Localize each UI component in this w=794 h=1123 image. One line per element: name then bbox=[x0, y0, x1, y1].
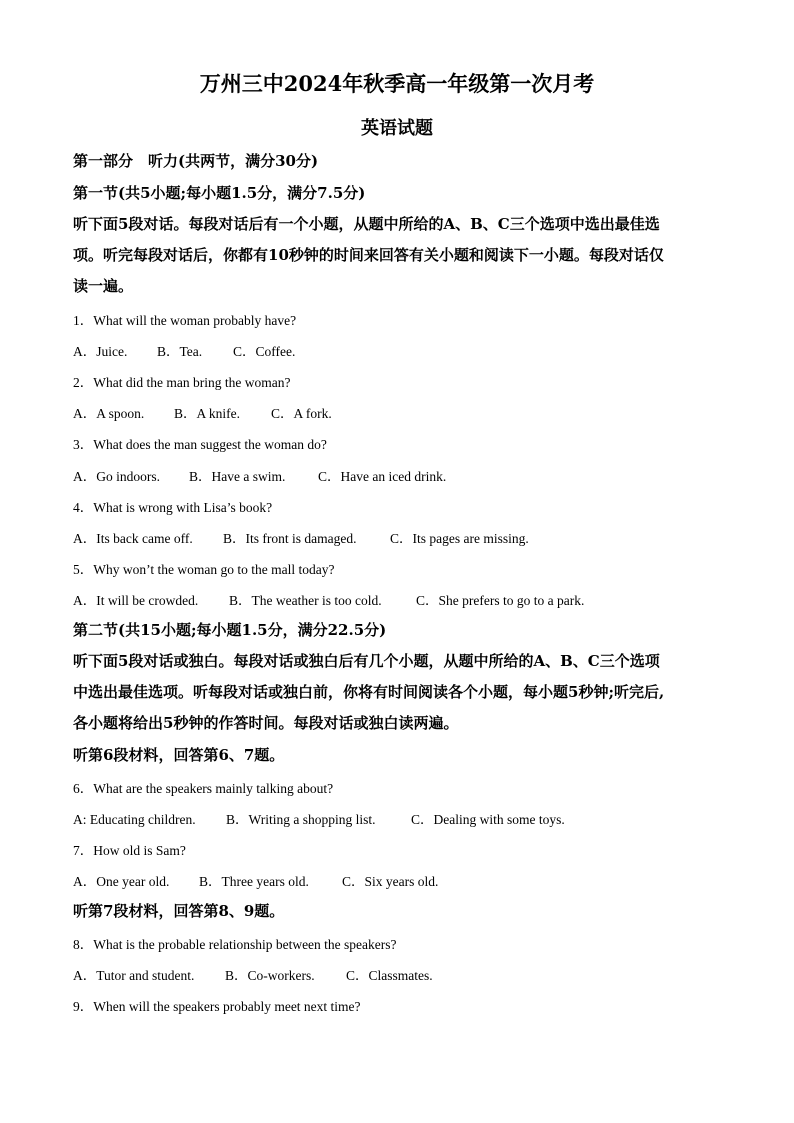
option-a: A．A spoon. bbox=[73, 406, 145, 421]
part-one-heading: 第一部分 听力(共两节，满分30分) bbox=[73, 152, 319, 170]
option-b: B．A knife. bbox=[174, 406, 240, 421]
material-7-heading: 听第7段材料，回答第8、9题。 bbox=[73, 902, 285, 920]
question-5-options bbox=[73, 589, 584, 609]
question-3: 3．What does the man suggest the woman do? bbox=[73, 437, 327, 452]
option-c: C．Its pages are missing. bbox=[390, 531, 529, 546]
option-b: B．Writing a shopping list. bbox=[226, 812, 376, 827]
question-4-options bbox=[73, 527, 529, 547]
section-two-instructions-line3: 各小题将给出5秒钟的作答时间。每段对话或独白读两遍。 bbox=[73, 714, 459, 732]
question-9: 9．When will the speakers probably meet next time? bbox=[73, 999, 361, 1014]
exam-subtitle: 英语试题 bbox=[361, 118, 433, 139]
question-8: 8．What is the probable relationship between the speakers? bbox=[73, 937, 397, 952]
material-6-heading: 听第6段材料，回答第6、7题。 bbox=[73, 746, 285, 764]
question-6-options bbox=[73, 808, 565, 828]
section-one-heading: 第一节(共5小题;每小题1.5分，满分7.5分) bbox=[73, 184, 366, 202]
question-1-options bbox=[73, 340, 295, 360]
option-b: B．Tea. bbox=[157, 344, 203, 359]
section-one-instructions-line3: 读一遍。 bbox=[73, 277, 134, 295]
option-c: C．A fork. bbox=[271, 406, 332, 421]
option-c: C．Classmates. bbox=[346, 968, 433, 983]
section-two-heading: 第二节(共15小题;每小题1.5分，满分22.5分) bbox=[73, 621, 387, 639]
option-c: C．Six years old. bbox=[342, 874, 439, 889]
question-6: 6．What are the speakers mainly talking about? bbox=[73, 781, 334, 796]
option-c: C．She prefers to go to a park. bbox=[416, 593, 585, 608]
option-a: A．Tutor and student. bbox=[73, 968, 195, 983]
option-c: C．Have an iced drink. bbox=[318, 469, 447, 484]
section-two-instructions-line1: 听下面5段对话或独白。每段对话或独白后有几个小题，从题中所给的A、B、C三个选项 bbox=[73, 652, 660, 670]
option-a: A．Juice. bbox=[73, 344, 128, 359]
option-a: A．One year old. bbox=[73, 874, 170, 889]
question-5: 5．Why won’t the woman go to the mall today? bbox=[73, 562, 335, 577]
question-8-options bbox=[73, 964, 433, 984]
option-a: A: Educating children. bbox=[73, 812, 196, 827]
option-a: A．Its back came off. bbox=[73, 531, 193, 546]
section-one-instructions-line1: 听下面5段对话。每段对话后有一个小题，从题中所给的A、B、C三个选项中选出最佳选 bbox=[73, 215, 660, 233]
option-b: B．Three years old. bbox=[199, 874, 309, 889]
option-b: B．Have a swim. bbox=[189, 469, 286, 484]
option-a: A．It will be crowded. bbox=[73, 593, 199, 608]
question-7: 7．How old is Sam? bbox=[73, 843, 186, 858]
option-b: B．The weather is too cold. bbox=[229, 593, 382, 608]
option-c: C．Coffee. bbox=[233, 344, 296, 359]
exam-title: 万州三中2024年秋季高一年级第一次月考 bbox=[199, 71, 595, 96]
section-two-instructions-line2: 中选出最佳选项。听每段对话或独白前，你将有时间阅读各个小题，每小题5秒钟;听完后, bbox=[73, 683, 665, 701]
option-b: B．Its front is damaged. bbox=[223, 531, 357, 546]
question-4: 4．What is wrong with Lisa’s book? bbox=[73, 500, 273, 515]
question-1: 1．What will the woman probably have? bbox=[73, 313, 297, 328]
question-3-options bbox=[73, 465, 446, 485]
question-2-options bbox=[73, 402, 332, 422]
option-c: C．Dealing with some toys. bbox=[411, 812, 565, 827]
section-one-instructions-line2: 项。听完每段对话后，你都有10秒钟的时间来回答有关小题和阅读下一小题。每段对话仅 bbox=[73, 246, 664, 264]
option-a: A．Go indoors. bbox=[73, 469, 160, 484]
question-2: 2．What did the man bring the woman? bbox=[73, 375, 291, 390]
option-b: B．Co-workers. bbox=[225, 968, 315, 983]
question-7-options bbox=[73, 870, 438, 890]
